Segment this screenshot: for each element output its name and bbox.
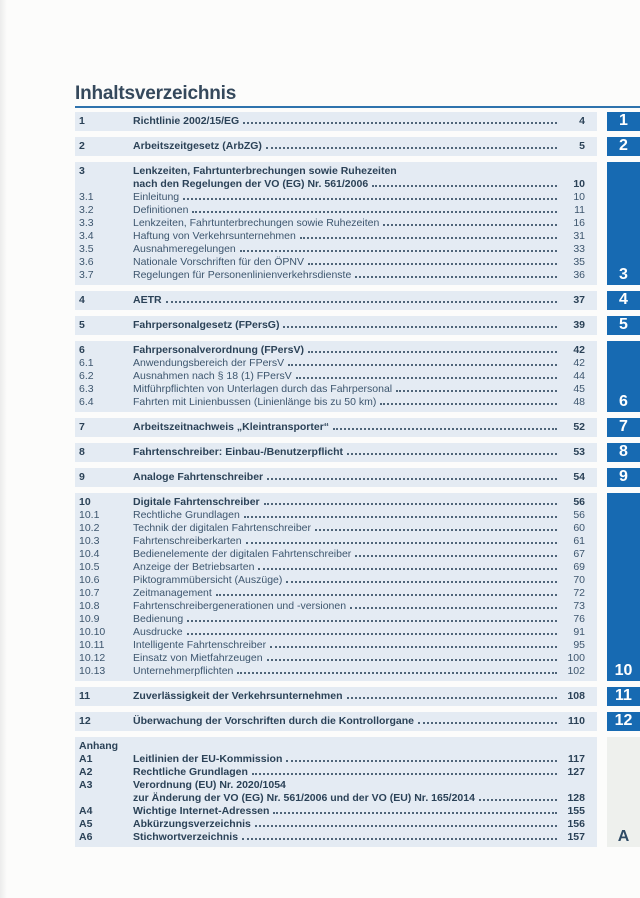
toc-entry-3.2 [75, 204, 597, 217]
entry-number: 5 [79, 319, 85, 331]
toc-group-5 [75, 316, 640, 335]
toc-entry-A4 [75, 805, 597, 818]
entry-number: 3.5 [79, 243, 94, 255]
tab-gap [597, 468, 607, 487]
toc-entry-7 [75, 421, 597, 434]
entry-title: Zeitmanagement [133, 587, 212, 599]
section-tab-2: 2 [607, 137, 640, 156]
entry-number: 10.1 [79, 509, 100, 521]
entry-title: Stichwortverzeichnis [133, 831, 239, 843]
dot-leader [242, 838, 557, 840]
toc-entry-10.9 [75, 613, 597, 626]
entry-title: Definitionen [133, 204, 189, 216]
section-strip-A [75, 737, 597, 847]
entry-page-number: 54 [573, 471, 585, 483]
entry-number: 6 [79, 344, 85, 356]
toc-entry-3.7 [75, 269, 597, 282]
entry-title: Überwachung der Vorschriften durch die Kontrollorgane [133, 715, 415, 727]
page-title: Inhaltsverzeichnis [75, 83, 237, 104]
dot-leader [333, 428, 557, 430]
section-strip-2 [75, 137, 597, 156]
entry-title: Fahrtenschreiberkarten [133, 535, 242, 547]
dot-leader [237, 672, 557, 674]
dot-leader [347, 453, 557, 455]
toc-group-4 [75, 291, 640, 310]
toc-entry-1 [75, 115, 597, 128]
entry-title: Piktogrammübersicht (Auszüge) [133, 574, 283, 586]
toc-group-8 [75, 443, 640, 462]
entry-page-number: 61 [573, 535, 585, 547]
entry-page-number: 69 [573, 561, 585, 573]
toc-entry-10.8 [75, 600, 597, 613]
dot-leader [418, 722, 557, 724]
entry-page-number: 33 [573, 243, 585, 255]
toc-entry-Anhang [75, 740, 597, 753]
entry-number: A2 [79, 766, 93, 778]
dot-leader [258, 568, 557, 570]
section-tab-6: 6 [607, 341, 640, 412]
entry-page-number: 16 [573, 217, 585, 229]
toc-entry-3.3 [75, 217, 597, 230]
entry-number: 10.6 [79, 574, 100, 586]
tab-gap [597, 493, 607, 681]
entry-title: Wichtige Internet-Adressen [133, 805, 270, 817]
section-strip-1 [75, 112, 597, 131]
entry-page-number: 31 [573, 230, 585, 242]
tab-gap [597, 687, 607, 706]
entry-number: Anhang [79, 740, 119, 752]
toc-entry-10.11 [75, 639, 597, 652]
entry-page-number: 10 [573, 178, 585, 190]
entry-page-number: 128 [567, 792, 585, 804]
section-strip-9 [75, 468, 597, 487]
dot-leader [240, 250, 557, 252]
entry-title: Fahrpersonalverordnung (FPersV) [133, 344, 304, 356]
entry-page-number: 108 [567, 690, 585, 702]
toc-entry-10.3 [75, 535, 597, 548]
toc-entry-6.4 [75, 396, 597, 409]
entry-title: Nationale Vorschriften für den ÖPNV [133, 256, 305, 268]
tab-gap [597, 162, 607, 285]
entry-page-number: 39 [573, 319, 585, 331]
entry-number: 10.3 [79, 535, 100, 547]
entry-number: 9 [79, 471, 85, 483]
entry-page-number: 72 [573, 587, 585, 599]
entry-page-number: 60 [573, 522, 585, 534]
tab-gap [597, 737, 607, 847]
entry-page-number: 110 [568, 715, 585, 727]
entry-title: Ausdrucke [133, 626, 183, 638]
section-strip-10 [75, 493, 597, 681]
toc-entry-10.13 [75, 665, 597, 678]
entry-number: 6.3 [79, 383, 94, 395]
entry-page-number: 156 [567, 818, 585, 830]
entry-number: 10 [79, 496, 91, 508]
entry-page-number: 56 [573, 509, 585, 521]
toc-group-1 [75, 112, 640, 131]
dot-leader [383, 224, 557, 226]
toc-group-3 [75, 162, 640, 285]
entry-number: 2 [79, 140, 85, 152]
entry-title: Einsatz von Mietfahrzeugen [133, 652, 263, 664]
dot-leader [252, 773, 557, 775]
toc-group-7 [75, 418, 640, 437]
entry-number: 4 [79, 294, 85, 306]
toc-entry-3.1 [75, 191, 597, 204]
toc-groups [75, 112, 640, 847]
section-strip-7 [75, 418, 597, 437]
entry-number: A4 [79, 805, 93, 817]
toc-entry-6.3 [75, 383, 597, 396]
toc-entry-10.5 [75, 561, 597, 574]
dot-leader [166, 301, 557, 303]
entry-title: Arbeitszeitnachweis „Kleintransporter“ [133, 421, 330, 433]
toc-entry-5 [75, 319, 597, 332]
dot-leader [270, 646, 557, 648]
entry-page-number: 42 [573, 344, 585, 356]
entry-title: Rechtliche Grundlagen [133, 509, 240, 521]
toc-entry-10 [75, 496, 597, 509]
entry-page-number: 100 [567, 652, 585, 664]
entry-page-number: 44 [573, 370, 585, 382]
toc-entry-cont [75, 792, 597, 805]
toc-entry-A6 [75, 831, 597, 844]
entry-title: Mitführpflichten von Unterlagen durch das Fahrpersonal [133, 383, 393, 395]
section-strip-12 [75, 712, 597, 731]
entry-title: Fahrpersonalgesetz (FPersG) [133, 319, 280, 331]
entry-number: A3 [79, 779, 93, 791]
entry-page-number: 52 [573, 421, 585, 433]
toc-entry-A1 [75, 753, 597, 766]
dot-leader [187, 633, 557, 635]
dot-leader [350, 607, 557, 609]
toc-entry-10.4 [75, 548, 597, 561]
section-tab-10: 10 [607, 493, 640, 681]
dot-leader [216, 594, 557, 596]
section-strip-3 [75, 162, 597, 285]
entry-title: AETR [133, 294, 162, 306]
tab-gap [597, 341, 607, 412]
entry-number: 3.1 [79, 191, 94, 203]
entry-title: Anzeige der Betriebsarten [133, 561, 255, 573]
entry-number: 3.4 [79, 230, 94, 242]
entry-number: 11 [79, 690, 91, 702]
section-tab-A: A [607, 737, 640, 847]
dot-leader [255, 825, 557, 827]
entry-page-number: 73 [573, 600, 585, 612]
entry-number: A1 [79, 753, 93, 765]
dot-leader [380, 403, 557, 405]
entry-number: 10.8 [79, 600, 100, 612]
tab-gap [597, 712, 607, 731]
entry-number: 10.10 [79, 626, 106, 638]
entry-title: Bedienelemente der digitalen Fahrtenschreiber [133, 548, 352, 560]
dot-leader [288, 364, 557, 366]
entry-number: 6.4 [79, 396, 94, 408]
toc-entry-12 [75, 715, 597, 728]
entry-title: Einleitung [133, 191, 180, 203]
entry-title: Lenkzeiten, Fahrtunterbrechungen sowie Ruhezeiten [133, 165, 397, 177]
dot-leader [246, 542, 557, 544]
dot-leader [355, 555, 557, 557]
toc-content [75, 83, 640, 853]
entry-page-number: 10 [573, 191, 585, 203]
tab-gap [597, 316, 607, 335]
entry-title: Anwendungsbereich der FPersV [133, 357, 285, 369]
section-tab-8: 8 [607, 443, 640, 462]
entry-page-number: 157 [567, 831, 585, 843]
dot-leader [479, 799, 557, 801]
entry-page-number: 127 [567, 766, 585, 778]
section-tab-7: 7 [607, 418, 640, 437]
toc-entry-10.2 [75, 522, 597, 535]
toc-entry-2 [75, 140, 597, 153]
toc-entry-10.7 [75, 587, 597, 600]
entry-title: Haftung von Verkehrsunternehmen [133, 230, 296, 242]
entry-page-number: 155 [567, 805, 585, 817]
dot-leader [396, 390, 557, 392]
toc-group-9 [75, 468, 640, 487]
section-tab-1: 1 [607, 112, 640, 131]
dot-leader [264, 503, 557, 505]
section-tab-5: 5 [607, 316, 640, 335]
entry-title: Digitale Fahrtenschreiber [133, 496, 260, 508]
entry-number: 10.5 [79, 561, 100, 573]
dot-leader [286, 581, 557, 583]
entry-page-number: 37 [573, 294, 585, 306]
entry-number: 3 [79, 165, 85, 177]
entry-title: Intelligente Fahrtenschreiber [133, 639, 267, 651]
toc-entry-3.5 [75, 243, 597, 256]
entry-page-number: 56 [573, 496, 585, 508]
section-strip-6 [75, 341, 597, 412]
entry-page-number: 36 [573, 269, 585, 281]
toc-entry-10.6 [75, 574, 597, 587]
entry-page-number: 42 [573, 357, 585, 369]
toc-group-10 [75, 493, 640, 681]
entry-title: Richtlinie 2002/15/EG [133, 115, 240, 127]
entry-title: Fahrtenschreiber: Einbau-/Benutzerpflicht [133, 446, 344, 458]
toc-entry-10.12 [75, 652, 597, 665]
section-tab-9: 9 [607, 468, 640, 487]
entry-page-number: 11 [574, 204, 585, 216]
entry-page-number: 102 [567, 665, 585, 677]
toc-group-2 [75, 137, 640, 156]
toc-entry-A2 [75, 766, 597, 779]
entry-page-number: 67 [573, 548, 585, 560]
entry-title: Technik der digitalen Fahrtenschreiber [133, 522, 312, 534]
entry-page-number: 5 [579, 140, 585, 152]
entry-number: A6 [79, 831, 93, 843]
toc-entry-4 [75, 294, 597, 307]
entry-title: Regelungen für Personenlinienverkehrsdienste [133, 269, 352, 281]
entry-number: 1 [79, 115, 85, 127]
toc-group-11 [75, 687, 640, 706]
toc-group-6 [75, 341, 640, 412]
dot-leader [347, 697, 557, 699]
tab-gap [597, 443, 607, 462]
entry-title: Analoge Fahrtenschreiber [133, 471, 264, 483]
toc-entry-6 [75, 344, 597, 357]
entry-number: 10.13 [79, 665, 106, 677]
toc-entry-10.1 [75, 509, 597, 522]
entry-number: 6.1 [79, 357, 94, 369]
tab-gap [597, 291, 607, 310]
entry-page-number: 45 [573, 383, 585, 395]
entry-title: Verordnung (EU) Nr. 2020/1054 [133, 779, 286, 791]
dot-leader [243, 122, 557, 124]
entry-number: A5 [79, 818, 93, 830]
entry-page-number: 70 [573, 574, 585, 586]
entry-number: 6.2 [79, 370, 94, 382]
toc-entry-8 [75, 446, 597, 459]
toc-entry-6.1 [75, 357, 597, 370]
toc-entry-9 [75, 471, 597, 484]
entry-number: 10.2 [79, 522, 100, 534]
entry-title: Abkürzungsverzeichnis [133, 818, 251, 830]
entry-title: Leitlinien der EU-Kommission [133, 753, 283, 765]
dot-leader [183, 198, 557, 200]
section-strip-8 [75, 443, 597, 462]
dot-leader [266, 147, 557, 149]
toc-entry-3.6 [75, 256, 597, 269]
entry-page-number: 35 [573, 256, 585, 268]
entry-title: nach den Regelungen der VO (EG) Nr. 561/2006 [133, 178, 369, 190]
toc-entry-3.4 [75, 230, 597, 243]
entry-number: 10.9 [79, 613, 100, 625]
toc-entry-A5 [75, 818, 597, 831]
entry-page-number: 117 [568, 753, 585, 765]
tab-gap [597, 112, 607, 131]
toc-entry-cont [75, 178, 597, 191]
dot-leader [355, 276, 557, 278]
dot-leader [244, 516, 557, 518]
entry-number: 3.6 [79, 256, 94, 268]
entry-number: 10.12 [79, 652, 106, 664]
toc-entry-11 [75, 690, 597, 703]
section-tab-11: 11 [607, 687, 640, 706]
dot-leader [286, 760, 557, 762]
entry-page-number: 48 [573, 396, 585, 408]
entry-title: Ausnahmen nach § 18 (1) FPersV [133, 370, 292, 382]
entry-title: Fahrten mit Linienbussen (Linienlänge bis zu 50 km) [133, 396, 377, 408]
toc-group-A [75, 737, 640, 847]
entry-page-number: 4 [579, 115, 585, 127]
section-tab-3: 3 [607, 162, 640, 285]
tab-gap [597, 137, 607, 156]
title-rule [75, 106, 640, 108]
toc-entry-3 [75, 165, 597, 178]
entry-number: 10.11 [79, 639, 105, 651]
entry-page-number: 76 [573, 613, 585, 625]
section-strip-5 [75, 316, 597, 335]
dot-leader [192, 211, 557, 213]
toc-entry-6.2 [75, 370, 597, 383]
entry-page-number: 91 [573, 626, 585, 638]
entry-title: Lenkzeiten, Fahrtunterbrechungen sowie Ruhezeiten [133, 217, 380, 229]
entry-page-number: 53 [573, 446, 585, 458]
dot-leader [315, 529, 557, 531]
dot-leader [308, 263, 557, 265]
tab-gap [597, 418, 607, 437]
dot-leader [300, 237, 557, 239]
entry-number: 3.3 [79, 217, 94, 229]
entry-title: Arbeitszeitgesetz (ArbZG) [133, 140, 262, 152]
entry-title: Rechtliche Grundlagen [133, 766, 248, 778]
dot-leader [267, 659, 557, 661]
section-tab-4: 4 [607, 291, 640, 310]
entry-title: Ausnahmeregelungen [133, 243, 236, 255]
dot-leader [296, 377, 557, 379]
dot-leader [187, 620, 557, 622]
section-tab-12: 12 [607, 712, 640, 731]
section-strip-11 [75, 687, 597, 706]
toc-group-12 [75, 712, 640, 731]
toc-entry-10.10 [75, 626, 597, 639]
entry-title: Fahrtenschreibergenerationen und -versionen [133, 600, 347, 612]
entry-title: Bedienung [133, 613, 184, 625]
entry-number: 10.7 [79, 587, 100, 599]
dot-leader [267, 478, 557, 480]
entry-title: Unternehmerpflichten [133, 665, 234, 677]
entry-number: 3.7 [79, 269, 94, 281]
entry-title: zur Änderung der VO (EG) Nr. 561/2006 und der VO (EU) Nr. 165/2014 [133, 792, 475, 804]
section-strip-4 [75, 291, 597, 310]
entry-number: 12 [79, 715, 91, 727]
dot-leader [283, 326, 557, 328]
entry-number: 10.4 [79, 548, 100, 560]
dot-leader [372, 185, 557, 187]
entry-number: 3.2 [79, 204, 94, 216]
toc-entry-A3 [75, 779, 597, 792]
dot-leader [273, 812, 557, 814]
entry-page-number: 95 [573, 639, 585, 651]
dot-leader [308, 351, 557, 353]
entry-number: 8 [79, 446, 85, 458]
entry-number: 7 [79, 421, 85, 433]
entry-title: Zuverlässigkeit der Verkehrsunternehmen [133, 690, 343, 702]
